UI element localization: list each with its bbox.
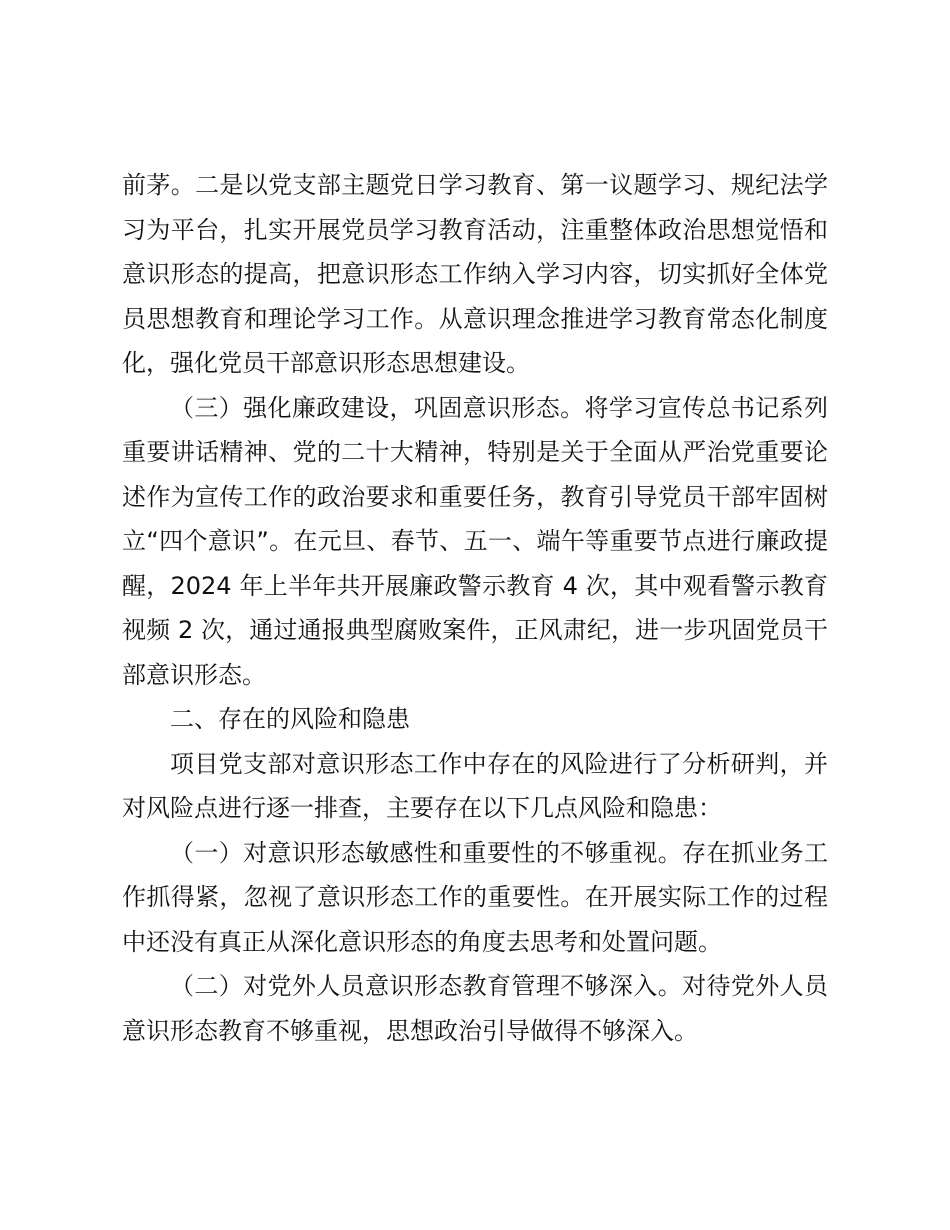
- section-heading-risks: 二、存在的风险和隐患: [170, 705, 410, 733]
- paragraph-section-three: （三）强化廉政建设，巩固意识形态。将学习宣传总书记系列重要讲话精神、党的二十大精神，特别是关于全面从严治党重要论述作为宣传工作的政治要求和重要任务，教育引导党员干部牢固树立“四个意识”。在元旦、春节、五一、端午等重要节点进行廉政提醒，2024 年上半年共开展廉政警示教育 4 次，其中观看警示教育视频 2 次，通过通报典型腐败案件，正风肃纪，进一步巩固党员干部意识形态。: [122, 393, 828, 689]
- paragraph-risk-two: （二）对党外人员意识形态教育管理不够深入。对待党外人员意识形态教育不够重视，思想政治引导做得不够深入。: [122, 972, 828, 1045]
- paragraph-continued: 前茅。二是以党支部主题党日学习教育、第一议题学习、规纪法学习为平台，扎实开展党员学习教育活动，注重整体政治思想觉悟和意识形态的提高，把意识形态工作纳入学习内容，切实抓好全体党员思想教育和理论学习工作。从意识理念推进学习教育常态化制度化，强化党员干部意识形态思想建设。: [122, 171, 828, 377]
- document-body: [122, 163, 828, 1053]
- paragraph-risk-intro: 项目党支部对意识形态工作中存在的风险进行了分析研判，并对风险点进行逐一排查，主要存在以下几点风险和隐患：: [122, 749, 828, 822]
- paragraph-risk-one: （一）对意识形态敏感性和重要性的不够重视。存在抓业务工作抓得紧，忽视了意识形态工作的重要性。在开展实际工作的过程中还没有真正从深化意识形态的角度去思考和处置问题。: [122, 838, 828, 956]
